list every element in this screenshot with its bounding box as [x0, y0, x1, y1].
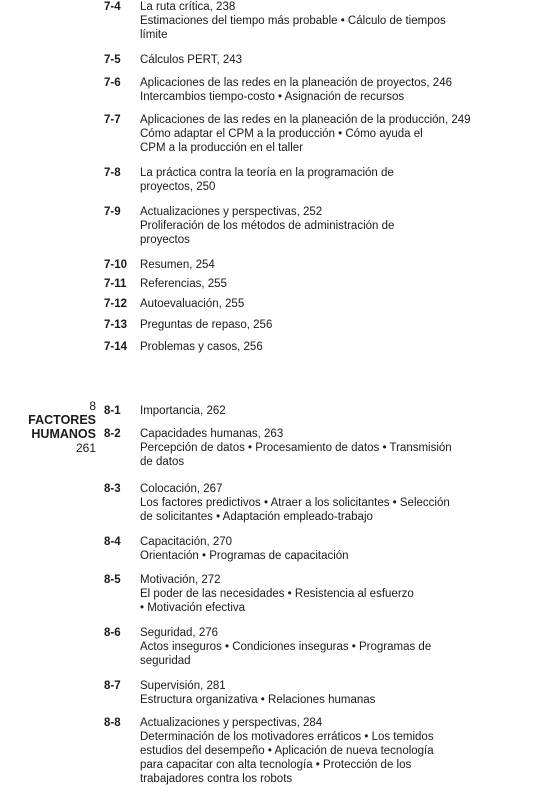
entry-subtopics: seguridad — [140, 655, 191, 667]
chapter-page: 261 — [75, 441, 96, 455]
chapter-number: 8 — [89, 399, 96, 413]
entry-subtopics: proyectos, 250 — [140, 181, 216, 193]
entry-subtopics: Percepción de datos • Procesamiento de datos • Transmisión — [140, 442, 452, 454]
entry-subtopics: límite — [140, 29, 168, 41]
entry-number: 8-3 — [104, 483, 121, 495]
entry-title: La práctica contra la teoría en la programación de — [140, 167, 394, 179]
entry-number: 7-6 — [104, 77, 121, 89]
entry-number: 7-12 — [104, 298, 128, 310]
entry-title: Resumen, 254 — [140, 259, 215, 271]
entry-title: Supervisión, 281 — [140, 680, 226, 692]
entry-subtopics: Orientación • Programas de capacitación — [140, 550, 349, 562]
entry-subtopics: Los factores predictivos • Atraer a los solicitantes • Selección — [140, 497, 450, 509]
entry-subtopics: Estructura organizativa • Relaciones humanas — [140, 694, 376, 706]
entry-subtopics: trabajadores contra los robots — [140, 773, 293, 785]
entry-title: Motivación, 272 — [140, 574, 221, 586]
entry-subtopics: Actos inseguros • Condiciones inseguras • Programas de — [140, 641, 432, 653]
entry-subtopics: proyectos — [140, 234, 190, 246]
entry-number: 7-13 — [104, 319, 128, 331]
entry-title: Referencias, 255 — [140, 278, 227, 290]
entry-title: Colocación, 267 — [140, 483, 223, 495]
entry-subtopics: • Motivación efectiva — [140, 602, 246, 614]
entry-subtopics: El poder de las necesidades • Resistencia al esfuerzo — [140, 588, 414, 600]
entry-subtopics: Determinación de los motivadores erráticos • Los temidos — [140, 731, 434, 743]
entry-subtopics: estudios del desempeño • Aplicación de nueva tecnología — [140, 745, 434, 757]
entry-title: Aplicaciones de las redes en la planeación de proyectos, 246 — [140, 77, 452, 89]
entry-subtopics: Cómo adaptar el CPM a la producción • Cómo ayuda el — [140, 128, 423, 140]
entry-title: Seguridad, 276 — [140, 627, 219, 639]
entry-number: 8-6 — [104, 627, 121, 639]
entry-subtopics: de solicitantes • Adaptación empleado-trabajo — [140, 511, 373, 523]
entry-number: 8-2 — [104, 428, 121, 440]
entry-subtopics: para capacitar con alta tecnología • Protección de los — [140, 759, 412, 771]
entry-number: 8-7 — [104, 680, 121, 692]
entry-number: 8-1 — [104, 405, 121, 417]
entry-title: Autoevaluación, 255 — [140, 298, 245, 310]
entry-title: Capacitación, 270 — [140, 536, 233, 548]
entry-number: 7-8 — [104, 167, 121, 179]
entry-title: Cálculos PERT, 243 — [140, 54, 243, 66]
entry-number: 8-5 — [104, 574, 121, 586]
entry-title: Actualizaciones y perspectivas, 252 — [140, 206, 323, 218]
entry-number: 7-10 — [104, 259, 128, 271]
entry-title: Aplicaciones de las redes en la planeación de la producción, 249 — [140, 114, 471, 126]
entry-title: La ruta crítica, 238 — [140, 1, 236, 13]
entry-number: 7-14 — [104, 341, 128, 353]
entry-title: Preguntas de repaso, 256 — [140, 319, 273, 331]
entry-title: Importancia, 262 — [140, 405, 226, 417]
entry-number: 7-5 — [104, 54, 121, 66]
entry-title: Problemas y casos, 256 — [140, 341, 263, 353]
entry-number: 7-4 — [104, 1, 121, 13]
entry-number: 7-11 — [104, 278, 127, 290]
entry-subtopics: Estimaciones del tiempo más probable • Cálculo de tiempos — [140, 15, 446, 27]
entry-number: 7-9 — [104, 206, 121, 218]
entry-subtopics: CPM a la producción en el taller — [140, 142, 303, 154]
entry-title: Actualizaciones y perspectivas, 284 — [140, 717, 323, 729]
entry-number: 7-7 — [104, 114, 121, 126]
entry-number: 8-8 — [104, 717, 121, 729]
entry-subtopics: Proliferación de los métodos de administración de — [140, 220, 395, 232]
entry-subtopics: de datos — [140, 456, 185, 468]
entry-subtopics: Intercambios tiempo-costo • Asignación de recursos — [140, 91, 405, 103]
chapter-title-line2: HUMANOS — [31, 427, 96, 441]
chapter-title-line1: FACTORES — [28, 413, 96, 427]
entry-title: Capacidades humanas, 263 — [140, 428, 284, 440]
entry-number: 8-4 — [104, 536, 121, 548]
